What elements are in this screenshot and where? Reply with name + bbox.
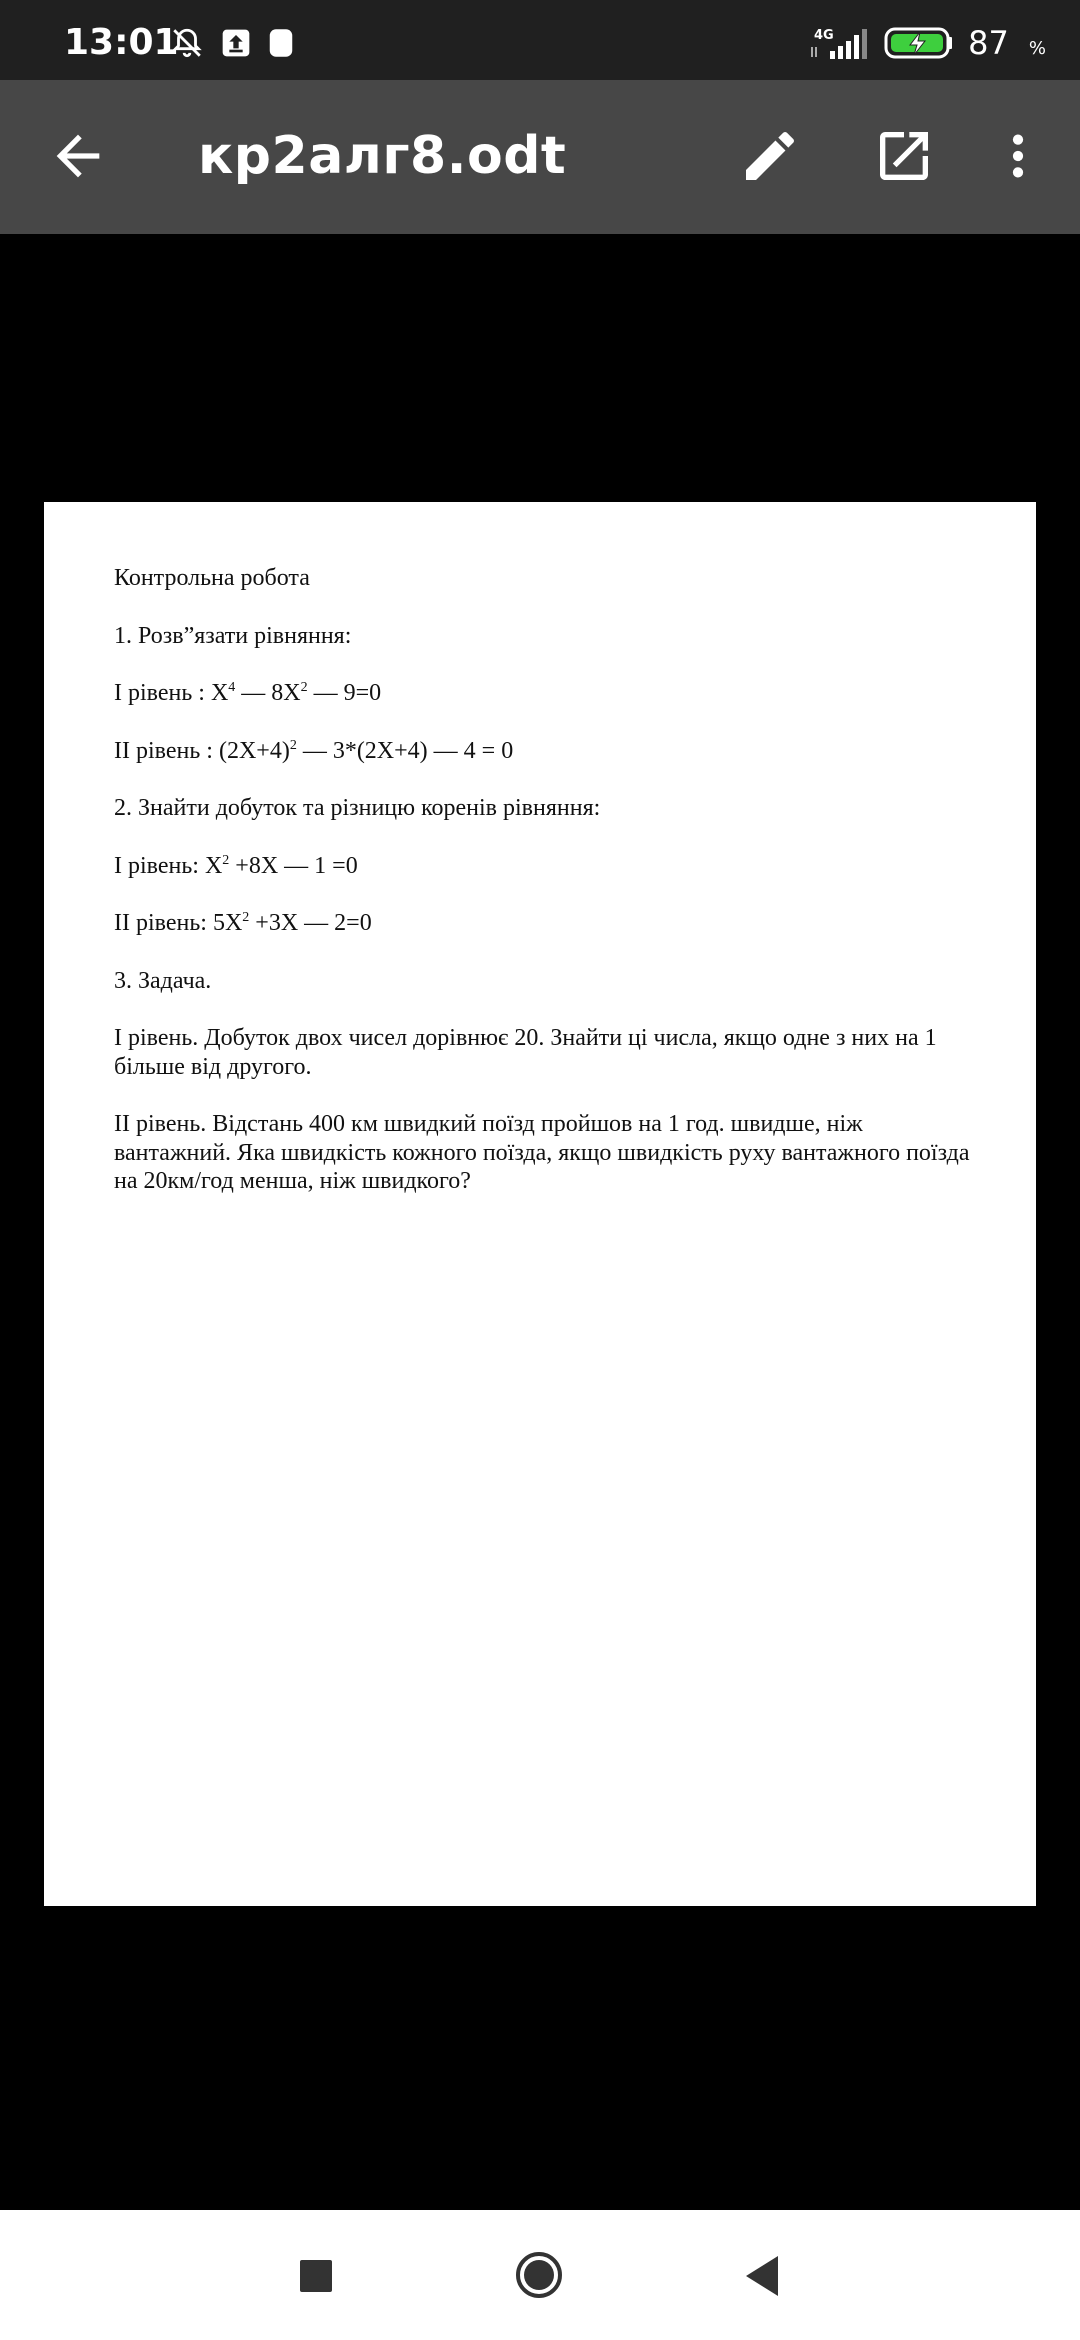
pencil-icon[interactable] bbox=[738, 124, 802, 188]
status-icons-left bbox=[170, 26, 294, 60]
back-triangle-icon[interactable] bbox=[742, 2254, 782, 2298]
document-page[interactable] bbox=[44, 502, 1036, 1906]
recents-square-icon[interactable] bbox=[300, 2260, 332, 2292]
battery-level: 87 bbox=[968, 24, 1009, 62]
notification-icon bbox=[268, 28, 294, 58]
bell-off-icon bbox=[170, 26, 204, 60]
signal-icon bbox=[808, 25, 870, 61]
task3-title: 3. Задача. bbox=[114, 967, 212, 994]
home-circle-icon[interactable] bbox=[514, 2250, 564, 2300]
task3-level1: І рівень. Добуток двох чисел дорівнює 20. Знайти ці числа, якщо одне з них на 1 більше від другого. bbox=[114, 1025, 937, 1080]
app-bar bbox=[0, 80, 1080, 234]
document-title: кр2алг8.odt bbox=[198, 126, 567, 186]
svg-text:4G: 4G bbox=[814, 28, 834, 43]
open-external-icon[interactable] bbox=[872, 124, 936, 188]
more-vert-icon[interactable] bbox=[990, 124, 1046, 188]
task2-title: 2. Знайти добуток та різницю коренів рівняння: bbox=[114, 795, 601, 821]
document-heading: Контрольна робота bbox=[114, 565, 310, 591]
battery-percent-sign: % bbox=[1028, 37, 1046, 59]
status-icons-right bbox=[808, 24, 1046, 62]
navigation-bar bbox=[0, 2210, 1080, 2340]
task2-level2: ІІ рівень: $5X^2 +3X$ — 2=0 bbox=[114, 910, 372, 936]
arrow-back-icon[interactable] bbox=[46, 124, 110, 188]
task1-level1: І рівень : $X^4$ — $8X^2$ — 9=0 bbox=[114, 680, 382, 706]
status-bar bbox=[0, 0, 1080, 80]
task2-level1: І рівень: $X^2 +8X$ — 1 =0 bbox=[114, 852, 358, 879]
battery-charging-icon bbox=[884, 26, 954, 60]
task3-level2: ІІ рівень. Відстань 400 км швидкий поїзд пройшов на 1 год. швидше, ніж вантажний. Яка швидкість кожного поїзда, якщо швидкість руху вантажного поїзда на 20км/год менша, ніж швидкого? bbox=[114, 1111, 970, 1194]
document-viewer[interactable] bbox=[0, 234, 1080, 2210]
document-content bbox=[114, 564, 974, 1225]
task1-title: 1. Розв”язати рівняння: bbox=[114, 622, 352, 649]
task1-level2: ІІ рівень : $(2X+4)^2$ — 3*(2X+4) — 4 = 0 bbox=[114, 737, 514, 764]
status-time: 13:01 bbox=[64, 22, 179, 63]
upload-icon bbox=[220, 27, 252, 59]
